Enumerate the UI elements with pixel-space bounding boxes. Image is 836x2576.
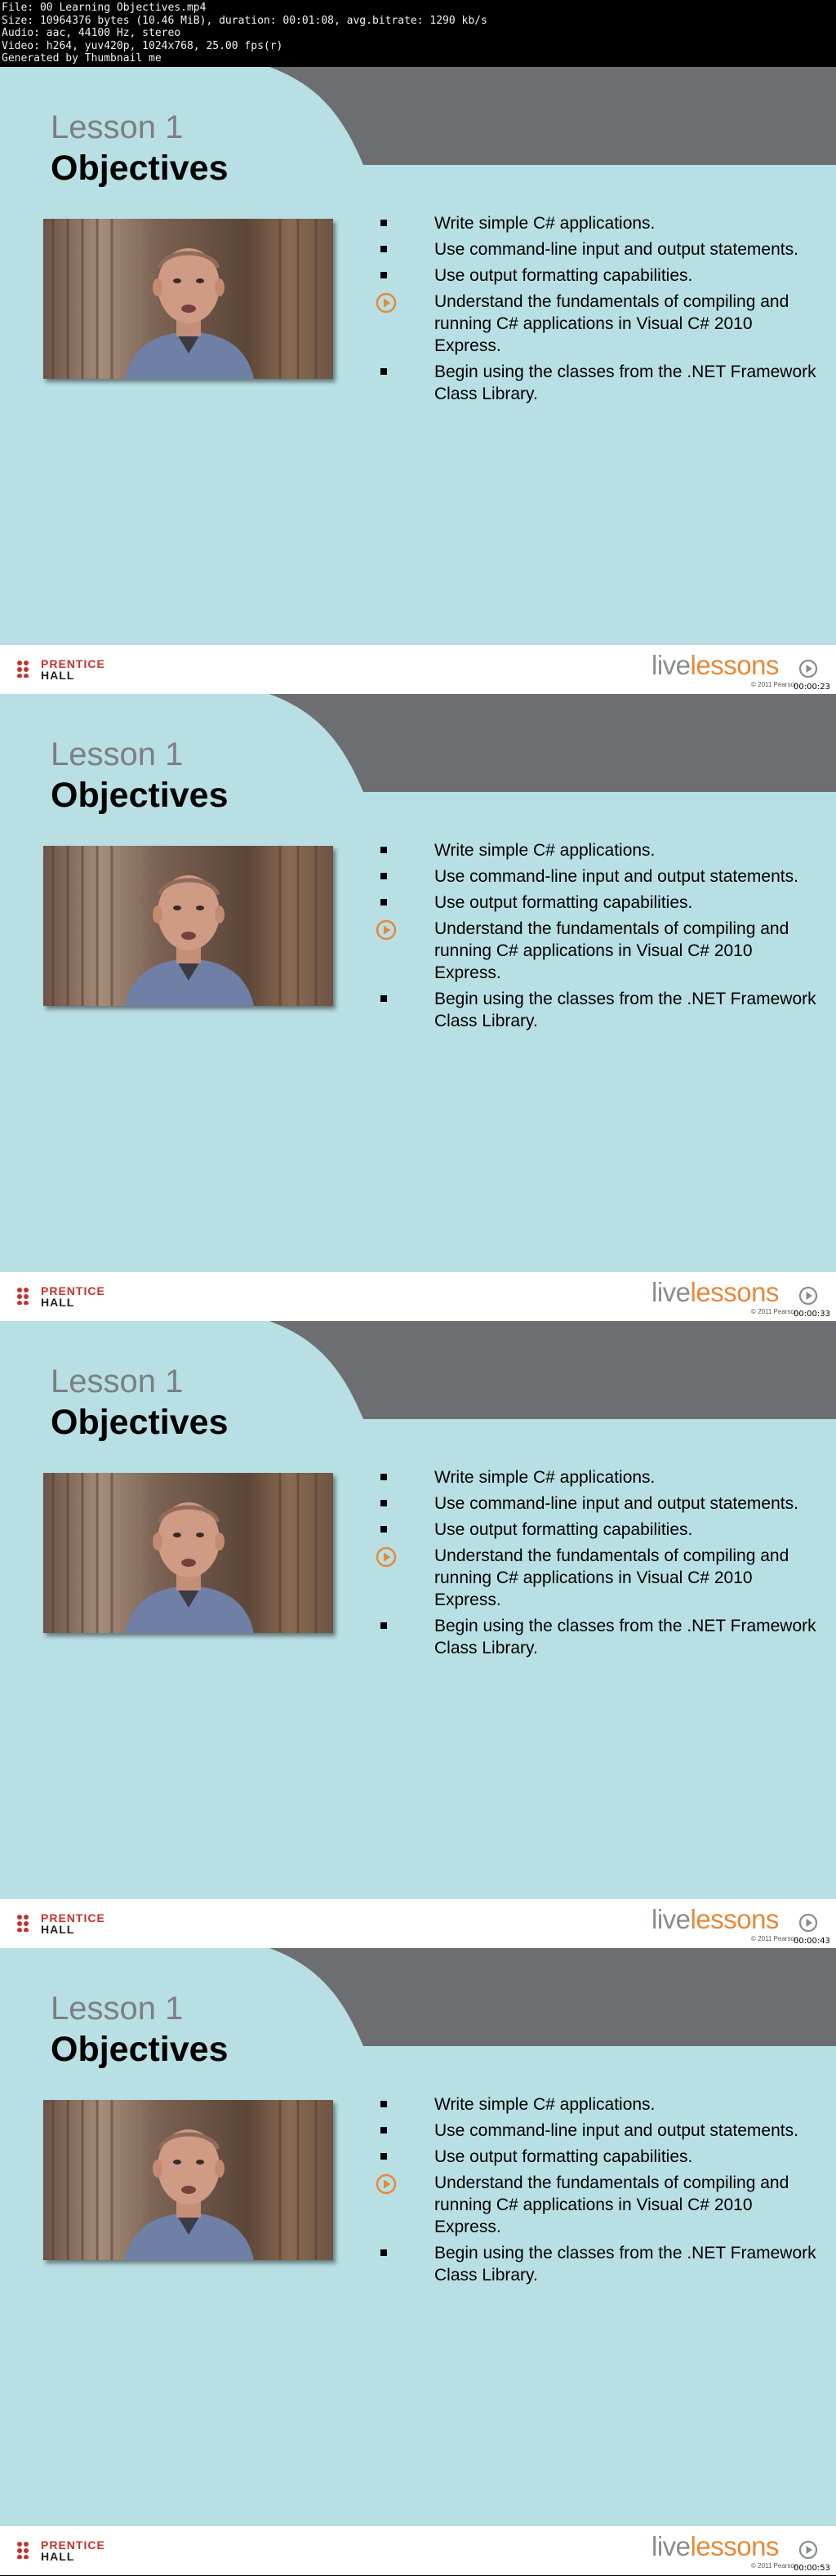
objective-text: Write simple C# applications. — [434, 841, 656, 860]
bullet-icon — [380, 899, 387, 905]
meta-audio: Audio: aac, 44100 Hz, stereo — [2, 27, 181, 39]
slide-title: Objectives — [51, 2030, 229, 2069]
prentice-hall-logo — [16, 658, 180, 683]
objective-item — [376, 1519, 816, 1541]
bullet-icon — [380, 2153, 387, 2160]
current-objective-play-icon — [376, 919, 397, 941]
livelessons-logo — [651, 1277, 779, 1308]
prentice-hall-logo — [16, 2539, 180, 2564]
prentice-hall-dots-icon — [16, 2541, 34, 2559]
objective-item — [376, 2146, 816, 2168]
objective-text: Begin using the classes from the .NET Framework Class Library. — [434, 2244, 816, 2285]
prentice-hall-logo — [16, 1285, 180, 1310]
objective-item — [376, 1493, 816, 1515]
objectives-list — [376, 212, 816, 409]
objective-item — [376, 865, 816, 888]
copyright: © 2011 Pearson — [751, 681, 798, 688]
publisher-line1: PRENTICE — [41, 1911, 105, 1924]
lesson-label: Lesson 1 — [51, 1364, 184, 1399]
lesson-label: Lesson 1 — [51, 1991, 184, 2027]
publisher-line2: HALL — [41, 1923, 75, 1936]
copyright: © 2011 Pearson — [751, 2562, 798, 2569]
brand-lessons: lessons — [690, 2531, 779, 2561]
objective-text: Begin using the classes from the .NET Framework Class Library. — [434, 363, 816, 403]
frame-timestamp: 00:00:53 — [794, 2564, 830, 2573]
livelessons-logo — [651, 1904, 779, 1935]
video-frame-2[interactable] — [0, 694, 836, 1321]
objective-item — [376, 265, 816, 287]
bullet-icon — [380, 246, 387, 252]
objective-text: Use output formatting capabilities. — [434, 266, 693, 285]
objective-item — [376, 1545, 816, 1611]
brand-live: live — [651, 1904, 691, 1934]
objective-text: Use output formatting capabilities. — [434, 893, 693, 912]
presenter-video — [43, 1473, 333, 1633]
bullet-icon — [380, 1474, 387, 1480]
livelessons-play-icon — [798, 2540, 818, 2560]
objective-text: Understand the fundamentals of compiling and running C# applications in Visual C# 2010 Express. — [434, 2173, 789, 2236]
livelessons-logo — [651, 650, 779, 681]
objective-item — [376, 1615, 816, 1659]
brand-lessons: lessons — [690, 650, 779, 680]
bullet-icon — [380, 1500, 387, 1506]
objective-text: Use command-line input and output statements. — [434, 1494, 798, 1513]
objective-item — [376, 2120, 816, 2142]
objective-text: Understand the fundamentals of compiling and running C# applications in Visual C# 2010 Express. — [434, 292, 789, 355]
meta-file: File: 00 Learning Objectives.mp4 — [2, 2, 207, 14]
presenter-video — [43, 2100, 333, 2260]
objective-item — [376, 988, 816, 1032]
objectives-list — [376, 839, 816, 1036]
objective-item — [376, 238, 816, 260]
objective-text: Use output formatting capabilities. — [434, 2147, 693, 2166]
objectives-list — [376, 1466, 816, 1663]
bullet-icon — [380, 2249, 387, 2256]
publisher-line2: HALL — [41, 1296, 75, 1309]
video-frame-4[interactable] — [0, 1948, 836, 2575]
lesson-label: Lesson 1 — [51, 736, 184, 772]
objective-item — [376, 212, 816, 234]
brand-live: live — [651, 1277, 691, 1307]
prentice-hall-dots-icon — [16, 1914, 34, 1932]
objective-text: Begin using the classes from the .NET Framework Class Library. — [434, 1617, 816, 1657]
prentice-hall-dots-icon — [16, 660, 34, 678]
slide-footer — [0, 1899, 836, 1948]
current-objective-play-icon — [376, 2173, 397, 2195]
publisher-line1: PRENTICE — [41, 1284, 105, 1297]
objective-item — [376, 2172, 816, 2238]
brand-lessons: lessons — [690, 1904, 779, 1934]
publisher-line2: HALL — [41, 669, 75, 682]
frame-timestamp: 00:00:43 — [794, 1937, 830, 1946]
objective-item — [376, 2242, 816, 2286]
brand-live: live — [651, 2531, 691, 2561]
copyright: © 2011 Pearson — [751, 1308, 798, 1315]
current-objective-play-icon — [376, 1546, 397, 1568]
objective-text: Write simple C# applications. — [434, 1468, 656, 1487]
objective-text: Use command-line input and output statements. — [434, 867, 798, 886]
file-metadata — [0, 0, 836, 67]
brand-lessons: lessons — [690, 1277, 779, 1307]
bullet-icon — [380, 847, 387, 853]
video-frame-3[interactable] — [0, 1321, 836, 1948]
slide-footer — [0, 1272, 836, 1321]
presenter-video — [43, 219, 333, 379]
bullet-icon — [380, 1622, 387, 1629]
bullet-icon — [380, 1526, 387, 1533]
objective-text: Use command-line input and output statements. — [434, 240, 798, 259]
objective-text: Understand the fundamentals of compiling and running C# applications in Visual C# 2010 Express. — [434, 1546, 789, 1609]
objective-item — [376, 1466, 816, 1488]
presenter-video — [43, 846, 333, 1006]
bullet-icon — [380, 995, 387, 1002]
meta-video: Video: h264, yuv420p, 1024x768, 25.00 fps(r) — [2, 39, 283, 52]
objective-item — [376, 361, 816, 405]
slide-footer — [0, 2526, 836, 2575]
bullet-icon — [380, 220, 387, 226]
objective-text: Use command-line input and output statements. — [434, 2121, 798, 2140]
objective-item — [376, 839, 816, 861]
bullet-icon — [380, 272, 387, 278]
bullet-icon — [380, 2127, 387, 2133]
brand-live: live — [651, 650, 691, 680]
publisher-line1: PRENTICE — [41, 2538, 105, 2552]
publisher-line2: HALL — [41, 2550, 75, 2563]
lesson-label: Lesson 1 — [51, 109, 184, 145]
livelessons-play-icon — [798, 659, 818, 678]
objective-text: Use output formatting capabilities. — [434, 1520, 693, 1539]
frame-timestamp: 00:00:33 — [794, 1310, 830, 1319]
slide-title: Objectives — [51, 149, 229, 188]
objective-text: Write simple C# applications. — [434, 2095, 656, 2114]
meta-generator: Generated by Thumbnail me — [2, 52, 162, 65]
slide-title: Objectives — [51, 1403, 229, 1442]
publisher-line1: PRENTICE — [41, 657, 105, 670]
livelessons-play-icon — [798, 1913, 818, 1933]
livelessons-logo — [651, 2531, 779, 2562]
current-objective-play-icon — [376, 292, 397, 314]
objective-text: Begin using the classes from the .NET Framework Class Library. — [434, 990, 816, 1030]
prentice-hall-logo — [16, 1912, 180, 1937]
bullet-icon — [380, 2101, 387, 2107]
objective-item — [376, 291, 816, 357]
slide-title: Objectives — [51, 776, 229, 815]
video-frame-1[interactable] — [0, 67, 836, 694]
objective-text: Write simple C# applications. — [434, 214, 656, 233]
slide-footer — [0, 645, 836, 694]
meta-size: Size: 10964376 bytes (10.46 MiB), duration: 00:01:08, avg.bitrate: 1290 kb/s — [2, 14, 487, 27]
livelessons-play-icon — [798, 1286, 818, 1306]
objective-text: Understand the fundamentals of compiling and running C# applications in Visual C# 2010 Express. — [434, 919, 789, 982]
objective-item — [376, 2093, 816, 2116]
bullet-icon — [380, 368, 387, 375]
objective-item — [376, 918, 816, 984]
copyright: © 2011 Pearson — [751, 1935, 798, 1942]
prentice-hall-dots-icon — [16, 1287, 34, 1305]
objective-item — [376, 892, 816, 914]
frame-timestamp: 00:00:23 — [794, 683, 830, 692]
bullet-icon — [380, 873, 387, 879]
objectives-list — [376, 2093, 816, 2290]
